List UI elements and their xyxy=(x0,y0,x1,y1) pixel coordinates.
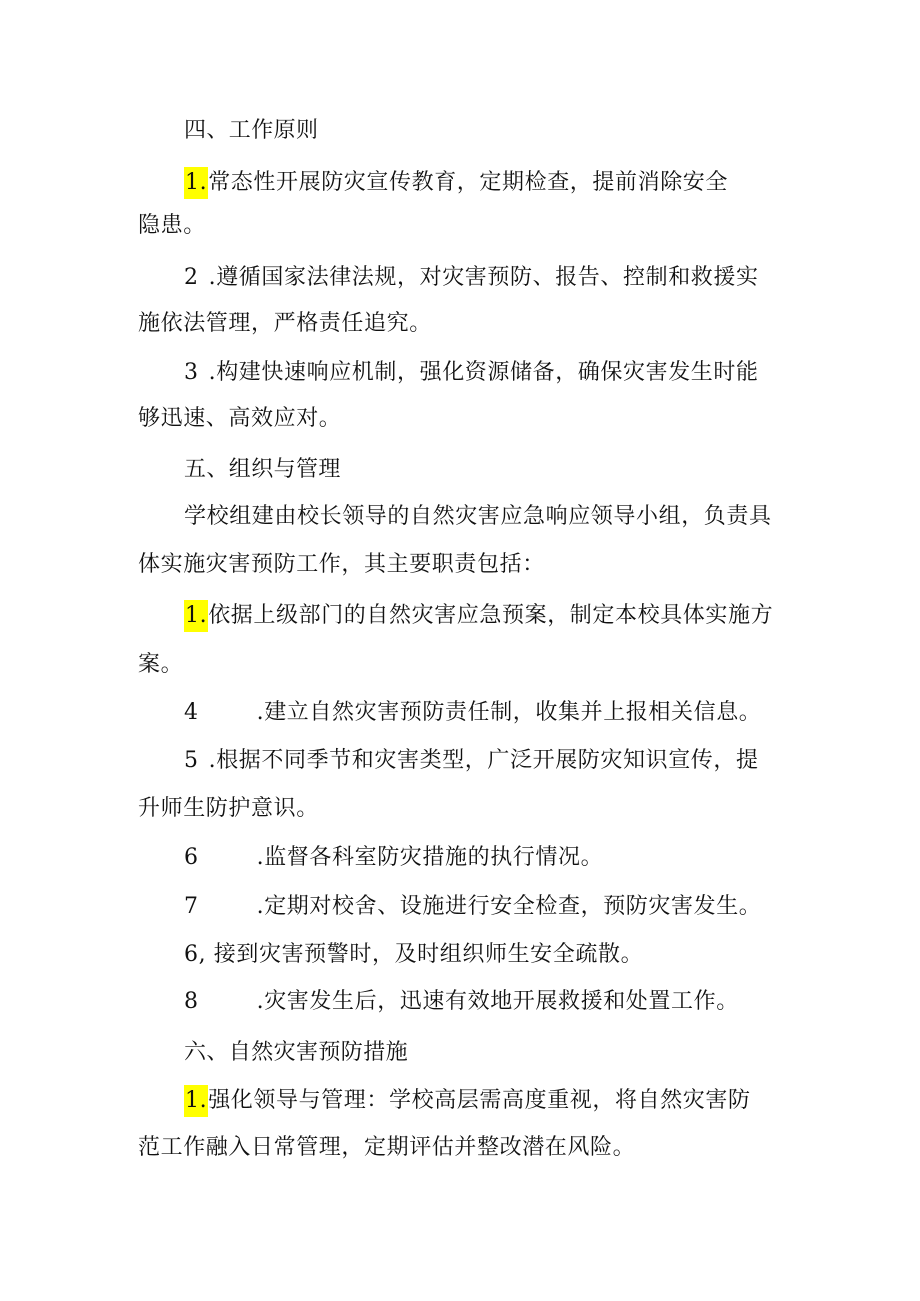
list-number-highlight: 1. xyxy=(184,167,208,199)
duty-item-5-text: .根据不同季节和灾害类型，广泛开展防灾知识宣传，提 xyxy=(208,748,759,773)
principle-item-1-text: 常态性开展防灾宣传教育，定期检查，提前消除安全 xyxy=(208,170,729,195)
duty-item-1-text: 依据上级部门的自然灾害应急预案，制定本校具体实施方 xyxy=(208,603,774,628)
duty-item-6-text: .监督各科室防灾措施的执行情况。 xyxy=(256,845,604,870)
duty-item-6b: 6, 接到灾害预警时，及时组织师生安全疏散。 xyxy=(184,942,644,967)
duty-item-1-line-2: 案。 xyxy=(138,652,184,677)
list-number: 4 xyxy=(184,700,199,725)
duty-item-1-line-1 xyxy=(184,600,773,632)
duty-item-8 xyxy=(184,988,739,1016)
list-number: 7 xyxy=(184,894,199,919)
measure-item-1-text: 强化领导与管理：学校高层需高度重视，将自然灾害防 xyxy=(208,1088,751,1113)
principle-item-3-text: .构建快速响应机制，强化资源储备，确保灾害发生时能 xyxy=(208,360,759,385)
section-heading-5: 五、组织与管理 xyxy=(184,457,341,482)
measure-item-1-line-1 xyxy=(184,1085,751,1117)
duty-item-7-text: .定期对校舍、设施进行安全检查，预防灾害发生。 xyxy=(256,894,762,919)
duty-item-5-line-1 xyxy=(184,747,759,775)
principle-item-2-line-2: 施依法管理，严格责任追究。 xyxy=(138,311,432,336)
duty-item-4 xyxy=(184,699,761,727)
principle-item-2-line-1 xyxy=(184,264,759,292)
list-number: 3 xyxy=(184,360,199,385)
duty-item-5-line-2: 升师生防护意识。 xyxy=(138,796,319,821)
organization-intro-line-1: 学校组建由校长领导的自然灾害应急响应领导小组，负责具 xyxy=(184,504,772,529)
list-number: 2 xyxy=(184,265,199,290)
list-number: 5 xyxy=(184,748,199,773)
duty-item-7 xyxy=(184,893,761,921)
list-number: 6 xyxy=(184,845,199,870)
list-number-highlight: 1. xyxy=(184,1085,208,1117)
principle-item-2-text: .遵循国家法律法规，对灾害预防、报告、控制和救援实 xyxy=(208,265,759,290)
principle-item-3-line-2: 够迅速、高效应对。 xyxy=(138,406,342,431)
measure-item-1-line-2: 范工作融入日常管理，定期评估并整改潜在风险。 xyxy=(138,1135,636,1160)
principle-item-3-line-1 xyxy=(184,359,759,387)
section-heading-6: 六、自然灾害预防措施 xyxy=(184,1040,409,1065)
principle-item-1-line-1 xyxy=(184,167,728,199)
list-number-highlight: 1. xyxy=(184,600,208,632)
section-heading-4: 四、工作原则 xyxy=(184,118,319,143)
duty-item-8-text: .灾害发生后，迅速有效地开展救援和处置工作。 xyxy=(256,989,739,1014)
principle-item-1-line-2: 隐患。 xyxy=(138,213,206,238)
organization-intro-line-2: 体实施灾害预防工作，其主要职责包括： xyxy=(138,552,545,577)
duty-item-6 xyxy=(184,844,603,872)
list-number: 8 xyxy=(184,989,199,1014)
duty-item-4-text: .建立自然灾害预防责任制，收集并上报相关信息。 xyxy=(256,700,762,725)
